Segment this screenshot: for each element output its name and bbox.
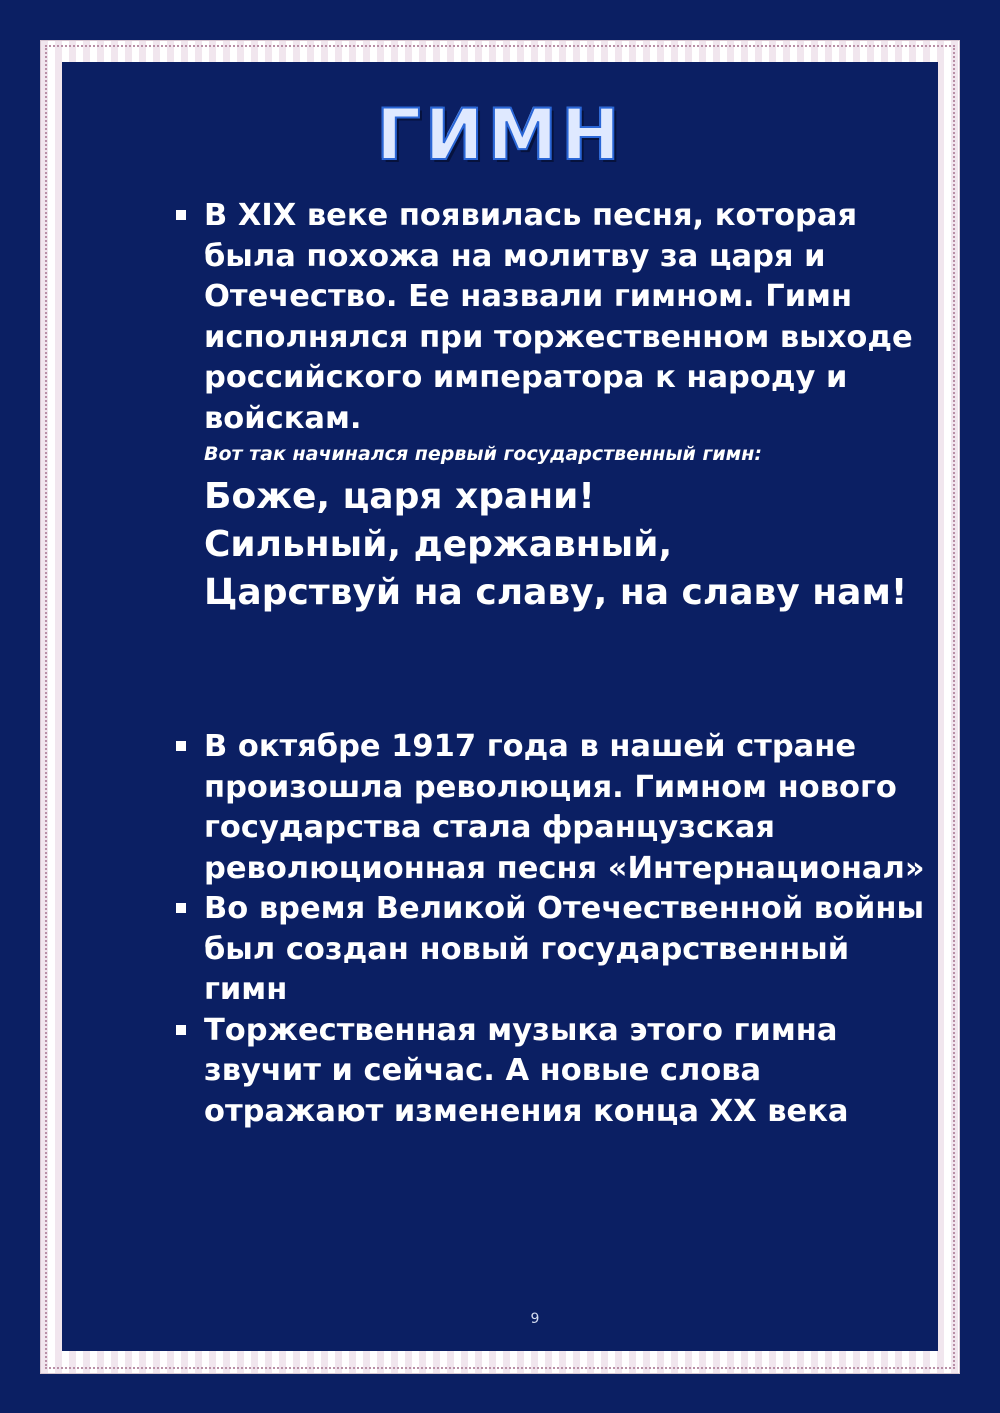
list-item-text: Во время Великой Отечественной войны был создан новый государственный гимн (204, 891, 925, 1007)
list-item (172, 889, 932, 1011)
verse-line: Царствуй на славу, на славу нам! (204, 572, 908, 613)
verse-line: Сильный, державный, (204, 524, 673, 565)
spacer (172, 617, 932, 727)
list-item-text: В XIX веке появилась песня, которая была похожа на молитву за царя и Отечество. Ее назвали гимном. Гимн исполнялся при торжественном выходе российского императора к народу и войскам. (204, 198, 913, 436)
list-item-text: В октябре 1917 года в нашей стране произошла революция. Гимном нового государства стала французская революционная песня «Интернационал» (204, 729, 925, 886)
list-item (172, 727, 932, 889)
list-item-text: Торжественная музыка этого гимна звучит и сейчас. А новые слова отражают изменения конца XX века (204, 1012, 849, 1129)
anthem-verse (172, 473, 932, 617)
main-content (172, 196, 932, 1132)
square-bullet-icon (176, 741, 186, 751)
square-bullet-icon (176, 903, 186, 913)
list-item (172, 196, 932, 439)
page-number: 9 (530, 1311, 540, 1327)
square-bullet-icon (176, 210, 186, 220)
list-item (172, 1011, 932, 1133)
page-title: ГИМН (376, 94, 624, 176)
square-bullet-icon (176, 1025, 186, 1035)
verse-line: Боже, царя храни! (204, 476, 595, 517)
verse-intro: Вот так начинался первый государственный гимн: (204, 443, 762, 465)
